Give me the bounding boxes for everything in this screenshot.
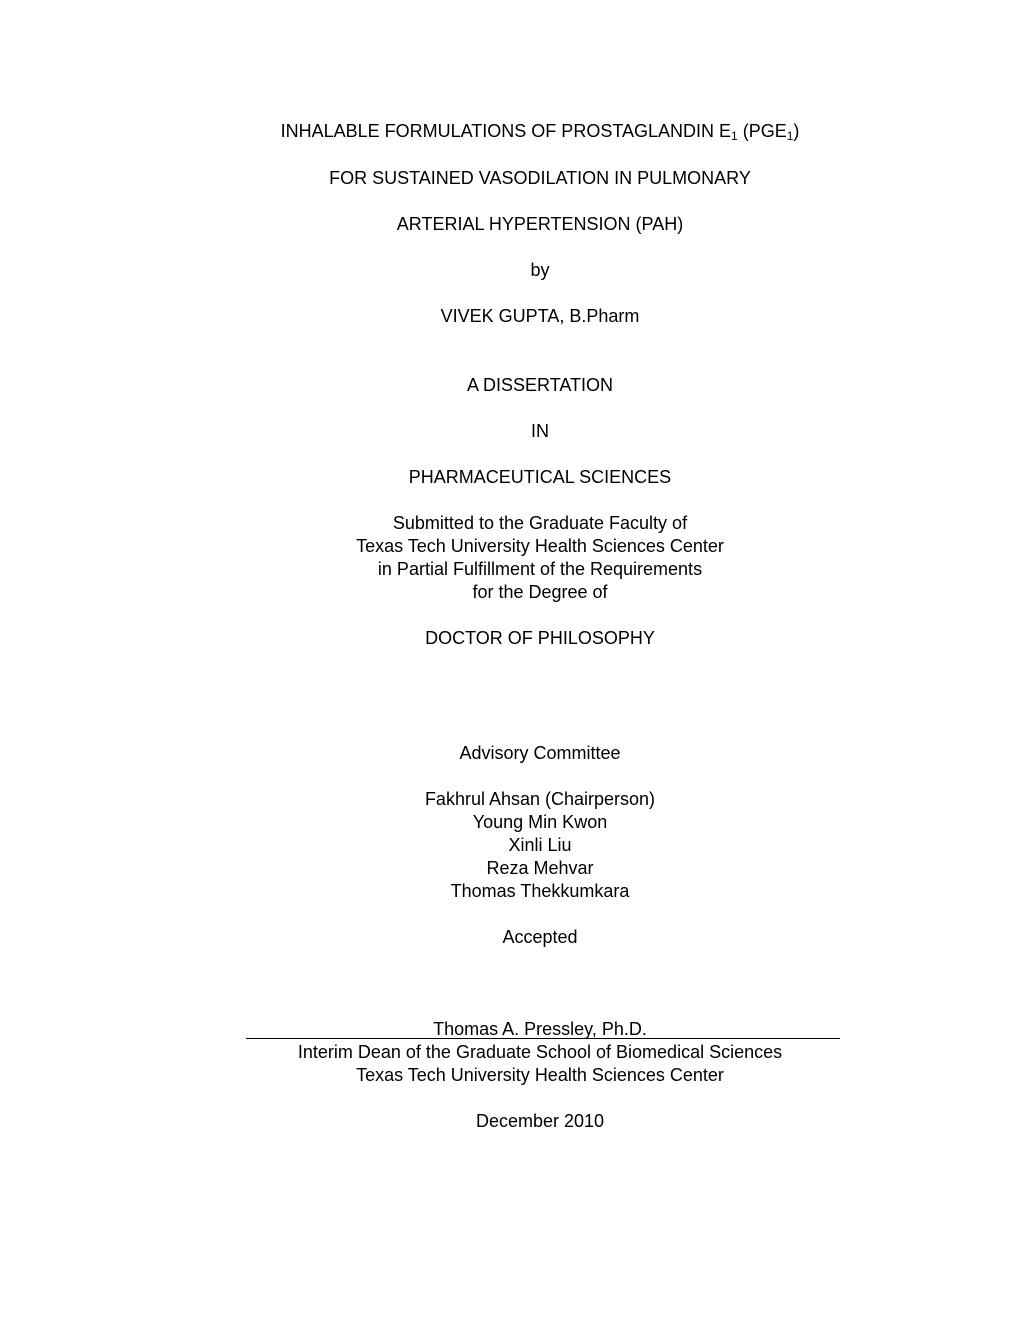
submission-date: December 2010 (475, 1111, 605, 1131)
title-subscript-1: 1 (731, 129, 738, 143)
submission-line-2: Texas Tech University Health Sciences Center (356, 536, 724, 556)
by-label: by (530, 260, 550, 280)
title-line-1-suffix: ) (793, 121, 800, 141)
title-line-1 (0, 120, 1020, 143)
title-line-2: FOR SUSTAINED VASODILATION IN PULMONARY (329, 168, 751, 188)
committee-member: Xinli Liu (508, 835, 572, 855)
committee-member: Fakhrul Ahsan (Chairperson) (424, 789, 656, 809)
committee-member: Thomas Thekkumkara (450, 881, 630, 901)
degree: DOCTOR OF PHILOSOPHY (425, 628, 655, 648)
document-type: A DISSERTATION (466, 375, 614, 395)
submission-line-3: in Partial Fulfillment of the Requirements (377, 559, 703, 579)
dean-title: Interim Dean of the Graduate School of Biomedical Sciences (297, 1042, 783, 1062)
title-line-1-prefix: INHALABLE FORMULATIONS OF PROSTAGLANDIN E (280, 121, 732, 141)
in-label: IN (531, 421, 549, 441)
committee-member: Reza Mehvar (486, 858, 594, 878)
title-subscript-2: 1 (786, 129, 794, 143)
committee-heading: Advisory Committee (459, 743, 621, 763)
dean-institution: Texas Tech University Health Sciences Center (356, 1065, 724, 1085)
title-line-3: ARTERIAL HYPERTENSION (PAH) (396, 214, 684, 234)
field-of-study: PHARMACEUTICAL SCIENCES (408, 467, 672, 487)
committee-member: Young Min Kwon (472, 812, 608, 832)
dean-name: Thomas A. Pressley, Ph.D. (433, 1019, 647, 1039)
accepted-label: Accepted (502, 927, 578, 947)
submission-line-4: for the Degree of (472, 582, 608, 602)
author-name: VIVEK GUPTA, B.Pharm (440, 306, 640, 326)
title-line-1-mid: (PGE (737, 121, 787, 141)
signature-line (246, 1038, 840, 1039)
submission-line-1: Submitted to the Graduate Faculty of (392, 513, 688, 533)
